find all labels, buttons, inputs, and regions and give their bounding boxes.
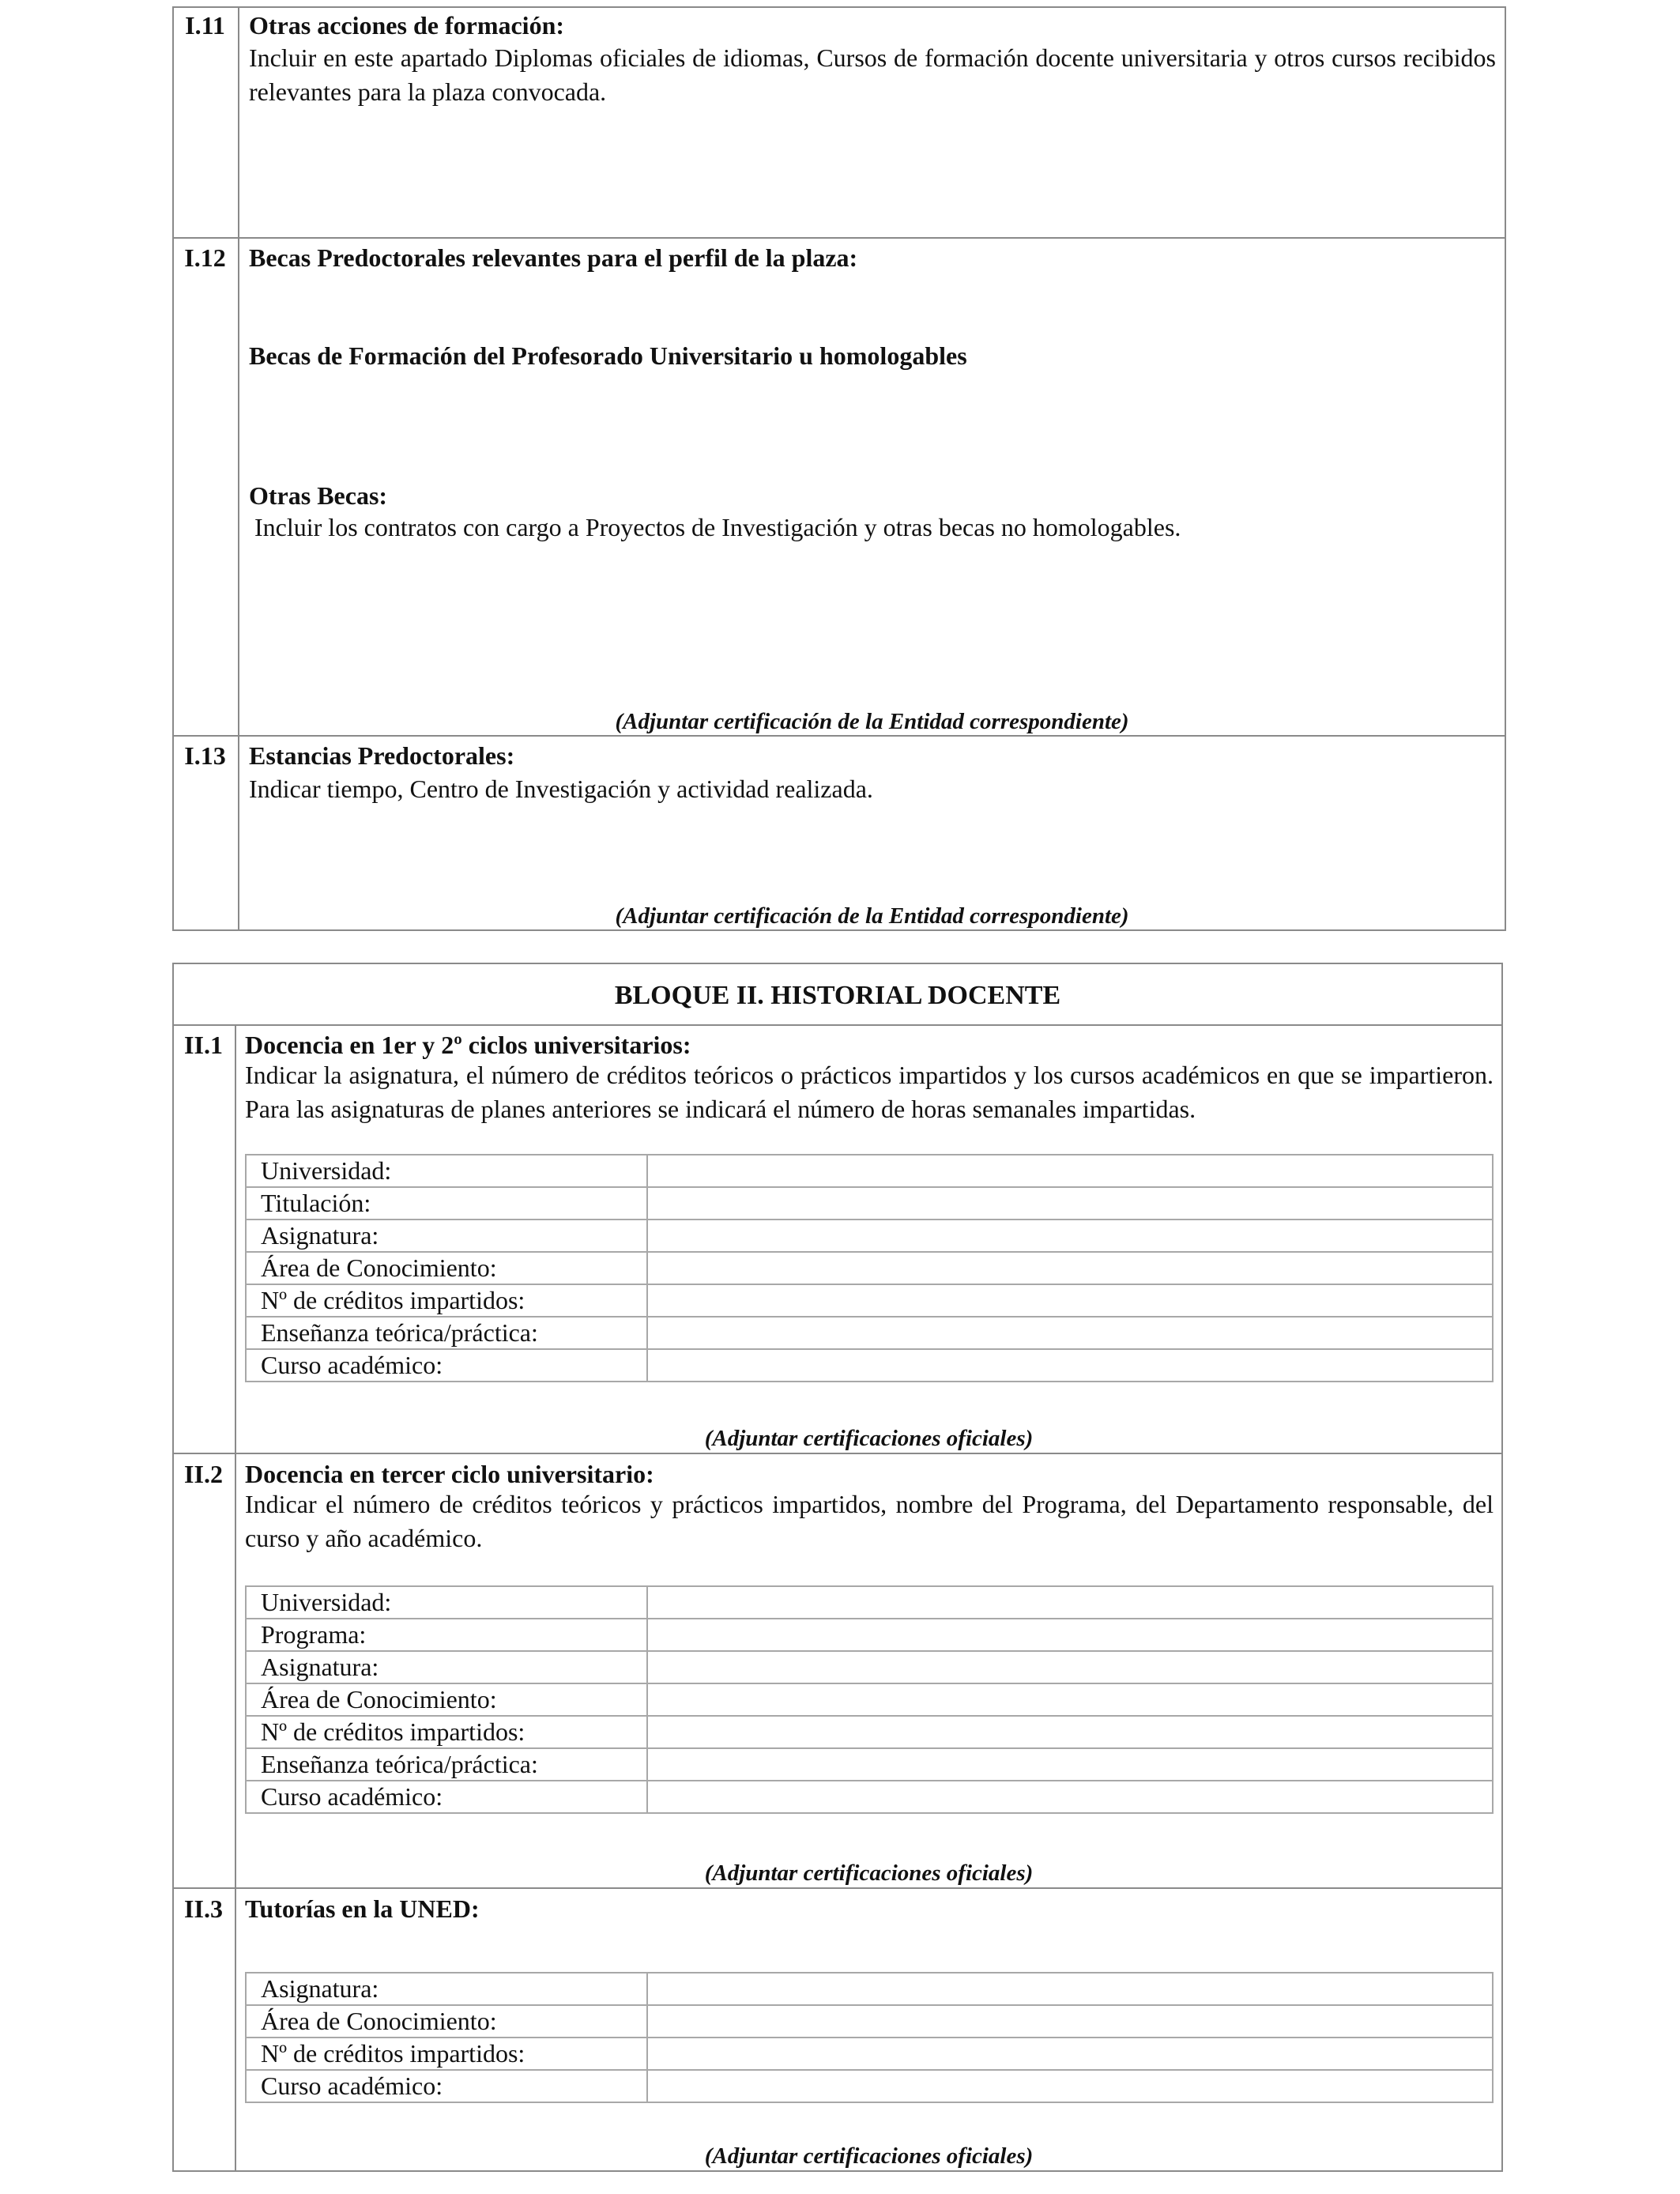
row-divider-i11-i12	[172, 237, 1506, 239]
field-row	[246, 2005, 1493, 2038]
field-row	[246, 1317, 1493, 1349]
field-label: Enseñanza teórica/práctica:	[246, 1748, 647, 1781]
certification-note-ii2: (Adjuntar certificaciones oficiales)	[704, 1860, 1034, 1886]
field-label: Asignatura:	[246, 1651, 647, 1683]
field-value-cell[interactable]	[647, 1683, 1493, 1716]
item-title-i13: Estancias Predoctorales:	[249, 741, 515, 770]
field-row	[246, 1683, 1493, 1716]
block-2-heading-divider	[172, 1024, 1503, 1026]
item-code-i12: I.12	[184, 243, 226, 272]
field-value-cell[interactable]	[647, 1187, 1493, 1220]
field-row	[246, 1619, 1493, 1651]
field-label: Universidad:	[246, 1155, 647, 1187]
field-row	[246, 1651, 1493, 1683]
field-row	[246, 1748, 1493, 1781]
otras-becas-text: Incluir los contratos con cargo a Proyectos de Investigación y otras becas no homologables.	[254, 513, 1181, 541]
field-label: Área de Conocimiento:	[246, 1683, 647, 1716]
field-value-cell[interactable]	[647, 1716, 1493, 1748]
field-label: Área de Conocimiento:	[246, 2005, 647, 2038]
field-row	[246, 1781, 1493, 1813]
field-value-cell[interactable]	[647, 1651, 1493, 1683]
certification-note-ii1: (Adjuntar certificaciones oficiales)	[704, 1426, 1034, 1451]
item-text-i11: Incluir en este apartado Diplomas oficiales de idiomas, Cursos de formación docente universitaria y otros cursos recibidos relevantes para la plaza convocada.	[249, 43, 1496, 106]
field-value-cell[interactable]	[647, 2005, 1493, 2038]
fields-table-ii2	[245, 1585, 1494, 1814]
field-value-cell[interactable]	[647, 2070, 1493, 2102]
item-code-ii2: II.2	[184, 1460, 223, 1488]
field-row	[246, 2038, 1493, 2070]
item-title-ii1: Docencia en 1er y 2º ciclos universitarios:	[245, 1031, 691, 1059]
field-row	[246, 1586, 1493, 1619]
certification-note-i13: (Adjuntar certificación de la Entidad correspondiente)	[615, 903, 1129, 929]
field-label: Asignatura:	[246, 1973, 647, 2005]
item-code-ii3: II.3	[184, 1894, 223, 1923]
field-label: Área de Conocimiento:	[246, 1252, 647, 1284]
row-divider-ii1-ii2	[172, 1453, 1503, 1454]
field-row	[246, 1220, 1493, 1252]
field-row	[246, 1973, 1493, 2005]
block-2-heading: BLOQUE II. HISTORIAL DOCENTE	[614, 981, 1061, 1010]
subtitle-otras-becas: Otras Becas:	[249, 481, 388, 510]
subtitle-becas-fpu: Becas de Formación del Profesorado Universitario u homologables	[249, 341, 967, 370]
field-row	[246, 1716, 1493, 1748]
field-label: Asignatura:	[246, 1220, 647, 1252]
section-1-code-column-divider	[238, 6, 239, 931]
field-row	[246, 1187, 1493, 1220]
field-value-cell[interactable]	[647, 1155, 1493, 1187]
field-label: Nº de créditos impartidos:	[246, 1716, 647, 1748]
field-value-cell[interactable]	[647, 2038, 1493, 2070]
field-row	[246, 1284, 1493, 1317]
field-value-cell[interactable]	[647, 1748, 1493, 1781]
field-value-cell[interactable]	[647, 1973, 1493, 2005]
field-label: Nº de créditos impartidos:	[246, 2038, 647, 2070]
field-row	[246, 1155, 1493, 1187]
field-value-cell[interactable]	[647, 1349, 1493, 1382]
field-value-cell[interactable]	[647, 1252, 1493, 1284]
field-label: Curso académico:	[246, 1781, 647, 1813]
item-title-ii2: Docencia en tercer ciclo universitario:	[245, 1460, 654, 1488]
field-label: Curso académico:	[246, 2070, 647, 2102]
block-2-code-column-divider	[235, 1024, 236, 2172]
field-value-cell[interactable]	[647, 1586, 1493, 1619]
item-title-ii3: Tutorías en la UNED:	[245, 1894, 480, 1923]
item-text-ii2: Indicar el número de créditos teóricos y prácticos impartidos, nombre del Programa, del Departamento responsable, del curso y año académico.	[245, 1490, 1494, 1552]
fields-table-ii3	[245, 1972, 1494, 2103]
field-value-cell[interactable]	[647, 1317, 1493, 1349]
field-row	[246, 1252, 1493, 1284]
field-row	[246, 1349, 1493, 1382]
field-row	[246, 2070, 1493, 2102]
item-code-i13: I.13	[184, 741, 226, 770]
field-label: Nº de créditos impartidos:	[246, 1284, 647, 1317]
certification-note-ii3: (Adjuntar certificaciones oficiales)	[704, 2143, 1034, 2169]
row-divider-ii2-ii3	[172, 1887, 1503, 1889]
item-code-i11: I.11	[185, 11, 225, 40]
item-title-i12: Becas Predoctorales relevantes para el perfil de la plaza:	[249, 243, 858, 272]
item-title-i11: Otras acciones de formación:	[249, 11, 565, 40]
field-label: Enseñanza teórica/práctica:	[246, 1317, 647, 1349]
field-label: Universidad:	[246, 1586, 647, 1619]
field-value-cell[interactable]	[647, 1619, 1493, 1651]
item-text-ii1: Indicar la asignatura, el número de créditos teóricos o prácticos impartidos y los cursos académicos en que se impartieron. Para las asignaturas de planes anteriores se indicará el número de horas semanales impartidas.	[245, 1061, 1494, 1123]
fields-table-ii1	[245, 1154, 1494, 1382]
field-value-cell[interactable]	[647, 1284, 1493, 1317]
field-label: Programa:	[246, 1619, 647, 1651]
field-value-cell[interactable]	[647, 1220, 1493, 1252]
field-label: Titulación:	[246, 1187, 647, 1220]
item-code-ii1: II.1	[184, 1031, 223, 1059]
field-value-cell[interactable]	[647, 1781, 1493, 1813]
field-label: Curso académico:	[246, 1349, 647, 1382]
certification-note-i12: (Adjuntar certificación de la Entidad correspondiente)	[615, 709, 1129, 734]
item-text-i13: Indicar tiempo, Centro de Investigación y actividad realizada.	[249, 775, 873, 803]
